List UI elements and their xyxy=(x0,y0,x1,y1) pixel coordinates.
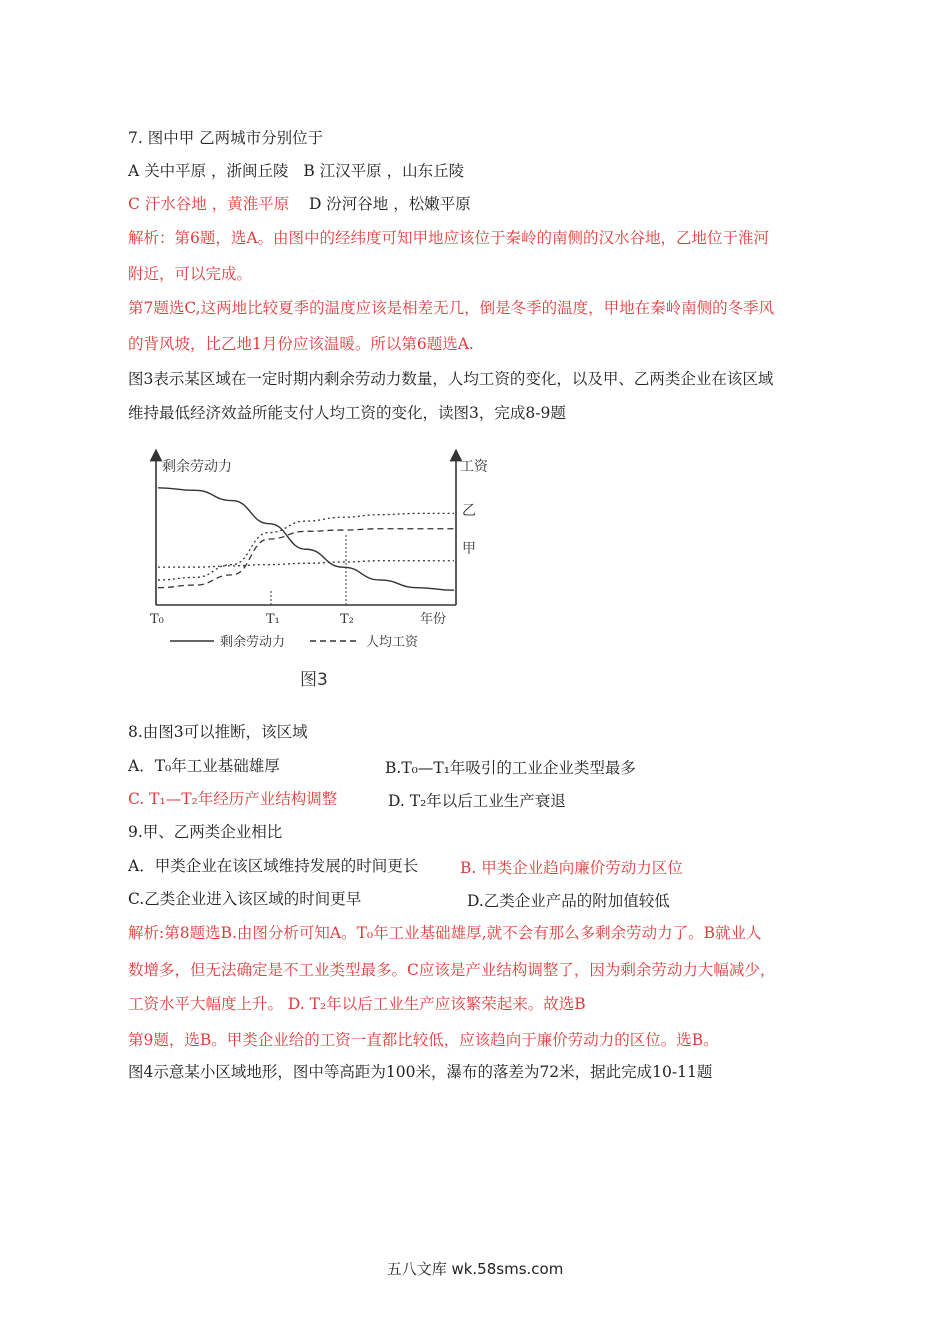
q7-option-d: D 汾河谷地 ，松嫩平原 xyxy=(308,195,471,213)
right-axis-label: 工资 xyxy=(460,459,488,475)
series-layer xyxy=(158,488,454,590)
q7-option-a: A 关中平原 ，浙闽丘陵 xyxy=(128,162,289,180)
series-line-0 xyxy=(158,488,454,590)
q9-analysis-line-3: 工资水平大幅度上升。 D. T₂年以后工业生产应该繁荣起来。故选B xyxy=(128,995,586,1013)
q7-stem: 7. 图中甲 乙两城市分别位于 xyxy=(128,129,324,147)
q8-option-a: A．T₀年工业基础雄厚 xyxy=(128,757,280,775)
q8-option-c: C. T₁—T₂年经历产业结构调整 xyxy=(128,790,338,808)
q9-analysis-line-1: 解析:第8题选B.由图分析可知A。T₀年工业基础雄厚,就不会有那么多剩余劳动力了。B就业人 xyxy=(128,924,762,942)
q7-option-c: C 汗水谷地 ，黄淮平原 xyxy=(128,195,290,213)
series-line-2 xyxy=(158,513,454,580)
q8-option-d: D. T₂年以后工业生产衰退 xyxy=(388,792,566,810)
left-axis-label: 剩余劳动力 xyxy=(162,459,232,475)
tick-t2: T₂ xyxy=(340,612,354,627)
fig4-intro: 图4示意某小区域地形，图中等高距为100米，瀑布的落差为72米，据此完成10-11题 xyxy=(128,1063,713,1081)
figure-caption: 图3 xyxy=(300,670,328,690)
q7-analysis-line-3: 第7题选C,这两地比较夏季的温度应该是相差无几，倒是冬季的温度，甲地在秦岭南侧的冬季风 xyxy=(128,299,775,317)
x-axis-label: 年份 xyxy=(420,612,447,627)
q7-analysis-line-2: 附近，可以完成。 xyxy=(128,265,253,283)
legend-dashed-label: 人均工资 xyxy=(366,635,419,650)
tick-t0: T₀ xyxy=(150,612,164,627)
q9-stem: 9.甲、乙两类企业相比 xyxy=(128,823,283,841)
legend-solid-label: 剩余劳动力 xyxy=(220,635,286,650)
q9-option-b: B. 甲类企业趋向廉价劳动力区位 xyxy=(460,859,683,877)
fig3-intro-line-2: 维持最低经济效益所能支付人均工资的变化，读图3，完成8-9题 xyxy=(128,404,566,422)
q8-stem: 8.由图3可以推断，该区域 xyxy=(128,723,308,741)
tick-t1: T₁ xyxy=(266,612,280,627)
q7-options-ab xyxy=(128,161,464,181)
series-line-1 xyxy=(158,529,454,588)
series-label-yi: 乙 xyxy=(462,503,476,519)
q7-option-b: B 江汉平原 ，山东丘陵 xyxy=(303,162,465,180)
q9-option-a: A．甲类企业在该区域维持发展的时间更长 xyxy=(128,857,419,875)
q7-options-cd xyxy=(128,194,471,214)
series-label-jia: 甲 xyxy=(462,541,476,557)
figure-3-chart xyxy=(140,445,488,695)
q7-analysis-line-1: 解析：第6题，选A。由图中的经纬度可知甲地应该位于秦岭的南侧的汉水谷地，乙地位于淮河 xyxy=(128,229,770,247)
q9-analysis-line-4: 第9题，选B。甲类企业给的工资一直都比较低，应该趋向于廉价劳动力的区位。选B。 xyxy=(128,1031,719,1049)
fig3-intro-line-1: 图3表示某区域在一定时期内剩余劳动力数量，人均工资的变化，以及甲、乙两类企业在该区域 xyxy=(128,370,774,388)
q7-analysis-line-4: 的背风坡，比乙地1月份应该温暖。所以第6题选A. xyxy=(128,335,474,353)
q9-analysis-line-2: 数增多，但无法确定是不工业类型最多。C应该是产业结构调整了，因为剩余劳动力大幅减少， xyxy=(128,961,776,979)
footer-watermark: 五八文库 wk.58sms.com xyxy=(386,1260,564,1278)
figure-3 xyxy=(140,445,488,695)
q9-option-d: D.乙类企业产品的附加值较低 xyxy=(467,892,670,910)
q9-option-c: C.乙类企业进入该区域的时间更早 xyxy=(128,890,362,908)
series-line-3 xyxy=(158,561,454,567)
q8-option-b: B.T₀—T₁年吸引的工业企业类型最多 xyxy=(385,759,636,777)
